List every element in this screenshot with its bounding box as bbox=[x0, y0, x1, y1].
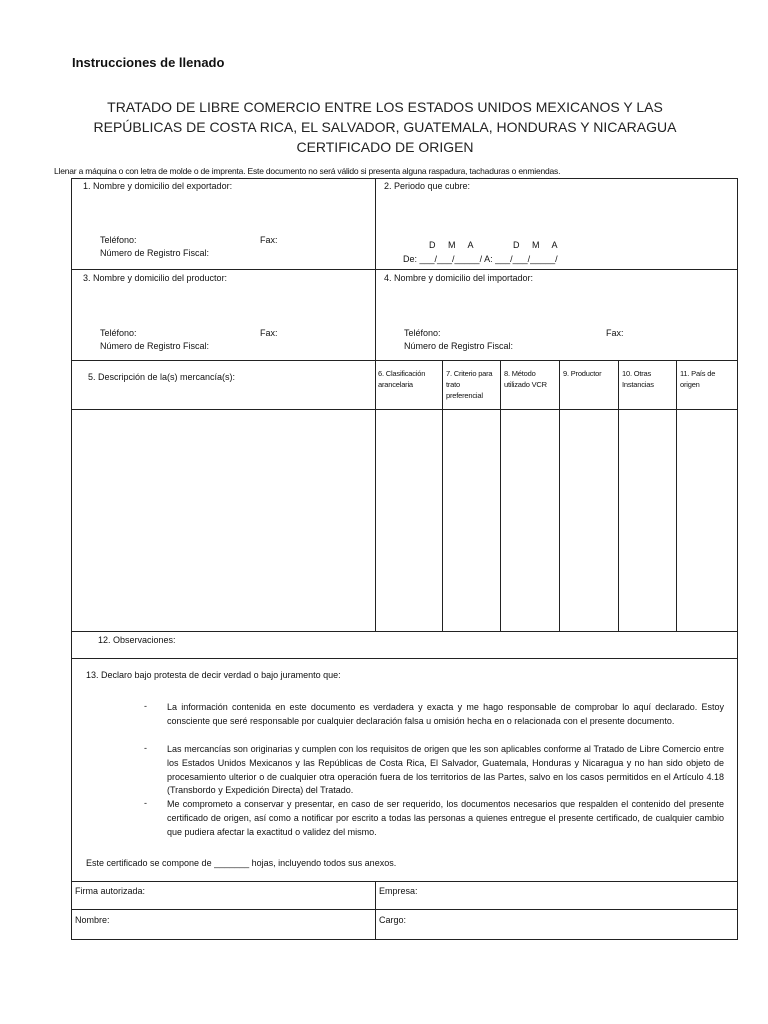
title-line-2: REPÚBLICAS DE COSTA RICA, EL SALVADOR, GUATEMALA, HONDURAS Y NICARAGUA bbox=[93, 119, 677, 135]
sheet-count-statement: Este certificado se compone de _______ hojas, incluyendo todos sus anexos. bbox=[86, 858, 397, 868]
goods-description-header: 5. Descripción de la(s) mercancía(s): bbox=[88, 372, 236, 382]
preference-criterion-header: 7. Criterio para trato preferencial bbox=[446, 369, 493, 400]
producer-tax-id-label: Número de Registro Fiscal: bbox=[100, 341, 210, 351]
tariff-classification-header: 6. Clasificación arancelaria bbox=[378, 369, 426, 389]
declaration-paragraph-3: Me comprometo a conservar y presentar, en caso de ser requerido, los documentos necesarios que respalden el contenido del presente certificado de origen, así como a notificar por escrito a todas las personas a quienes entregue el presente certificado, de cualquier cambio que pudiera afectar la exactitud o validez del mismo. bbox=[167, 799, 724, 837]
country-of-origin-header: 11. País de origen bbox=[680, 369, 716, 389]
title-line-3: CERTIFICADO DE ORIGEN bbox=[296, 139, 474, 155]
declaration-paragraph-2: Las mercancías son originarias y cumplen con los requisitos de origen que les son aplicables conforme al Tratado de Libre Comercio entre los Estados Unidos Mexicanos y las Repúblicas de Costa Rica, El Salvador, Guatemala, Honduras y Nicaragua y no han sido objeto de procesamiento ulterior o de cualquier otra operación fuera de los territorios de las Partes, salvo en los casos permitidos en el Artículo 4.18 (Transbordo y Expedición Directa) del Tratado. bbox=[167, 744, 724, 796]
exporter-label: 1. Nombre y domicilio del exportador: bbox=[83, 181, 233, 191]
producer-phone-label: Teléfono: bbox=[100, 328, 137, 338]
observations-label: 12. Observaciones: bbox=[98, 635, 176, 645]
bullet-dash-2: - bbox=[144, 743, 147, 753]
exporter-fax-label: Fax: bbox=[260, 235, 278, 245]
title-line-1: TRATADO DE LIBRE COMERCIO ENTRE LOS ESTADOS UNIDOS MEXICANOS Y LAS bbox=[107, 99, 663, 115]
page-heading: Instrucciones de llenado bbox=[72, 55, 225, 70]
exporter-tax-id-label: Número de Registro Fiscal: bbox=[100, 248, 210, 258]
period-dma-to: D M A bbox=[513, 240, 558, 250]
importer-label: 4. Nombre y domicilio del importador: bbox=[384, 273, 534, 283]
other-instances-header: 10. Otras Instancias bbox=[622, 369, 654, 389]
declaration-label: 13. Declaro bajo protesta de decir verdad o bajo juramento que: bbox=[86, 670, 341, 680]
rvc-method-header: 8. Método utilizado VCR bbox=[504, 369, 547, 389]
importer-tax-id-label: Número de Registro Fiscal: bbox=[404, 341, 514, 351]
producer-column-header: 9. Productor bbox=[563, 369, 602, 378]
period-label: 2. Periodo que cubre: bbox=[384, 181, 471, 191]
period-dma-from: D M A bbox=[429, 240, 474, 250]
producer-fax-label: Fax: bbox=[260, 328, 278, 338]
exporter-phone-label: Teléfono: bbox=[100, 235, 137, 245]
name-label: Nombre: bbox=[75, 915, 110, 925]
position-label: Cargo: bbox=[379, 915, 407, 925]
producer-label: 3. Nombre y domicilio del productor: bbox=[83, 273, 228, 283]
fill-instructions-note: Llenar a máquina o con letra de molde o de imprenta. Este documento no será válido si presenta alguna raspadura, tachaduras o enmiendas. bbox=[54, 166, 561, 176]
importer-phone-label: Teléfono: bbox=[404, 328, 441, 338]
bullet-dash-1: - bbox=[144, 701, 147, 711]
bullet-dash-3: - bbox=[144, 798, 147, 808]
authorized-signature-label: Firma autorizada: bbox=[75, 886, 146, 896]
company-label: Empresa: bbox=[379, 886, 418, 896]
period-date-fields[interactable]: De: ___/___/_____/ A: ___/___/_____/ bbox=[403, 254, 558, 264]
declaration-paragraph-1: La información contenida en este documento es verdadera y exacta y me hago responsable de comprobar lo aquí declarado. Estoy consciente que seré responsable por cualquier declaración falsa u omisión hecha en o relacionada con el presente documento. bbox=[167, 702, 724, 726]
importer-fax-label: Fax: bbox=[606, 328, 624, 338]
